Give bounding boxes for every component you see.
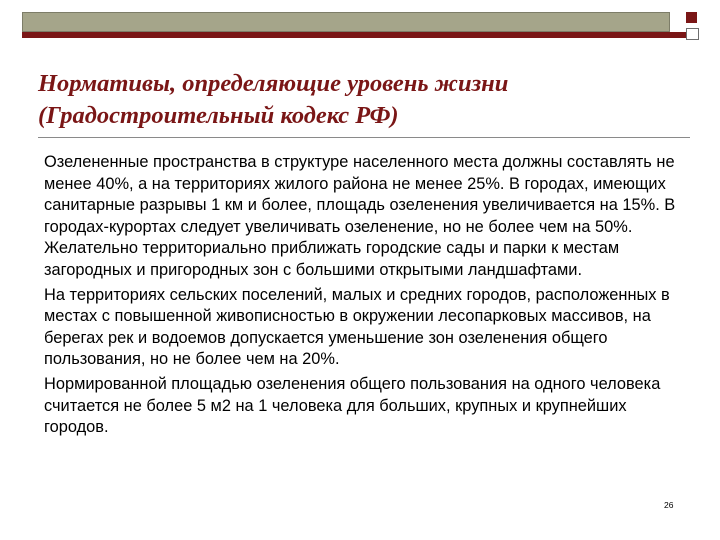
slide-body — [44, 152, 684, 442]
paragraph-rural-settlements: На территориях сельских поселений, малых и средних городов, расположенных в местах с повышенной живописностью в окружении лесопарковых массивов, на берегах рек и водоемов допускается уменьшение зон озеленения общего пользования, но не более чем на 20%. — [44, 285, 670, 369]
page-number: 26 — [664, 500, 674, 510]
title-divider — [38, 137, 690, 138]
title-line-1: Нормативы, определяющие уровень жизни — [38, 70, 509, 97]
outline-square-icon — [686, 28, 699, 40]
paragraph-area-per-person: Нормированной площадью озеленения общего пользования на одного человека считается не более 5 м2 на 1 человека для больших, крупных и крупнейших городов. — [44, 374, 661, 437]
paragraph-greening-norms: Озелененные пространства в структуре населенного места должны составлять не менее 40%, а на территориях жилого района не менее 25%. В городах, имеющих санитарные разрывы 1 км и более, площадь озеленения увеличивается на 15%. В городах-курортах следует увеличивать озеленение, но не более чем на 50%. Желательно территориально приближать городские сады и парки к местам загородных и пригородных зон с большими открытыми ландшафтами. — [44, 153, 676, 279]
filled-square-icon — [686, 12, 697, 23]
header-accent-line — [22, 32, 698, 38]
corner-decoration — [684, 12, 700, 42]
header-bar — [22, 12, 670, 32]
slide-title — [38, 68, 678, 132]
title-line-2: (Градостроительный кодекс РФ) — [38, 102, 399, 129]
